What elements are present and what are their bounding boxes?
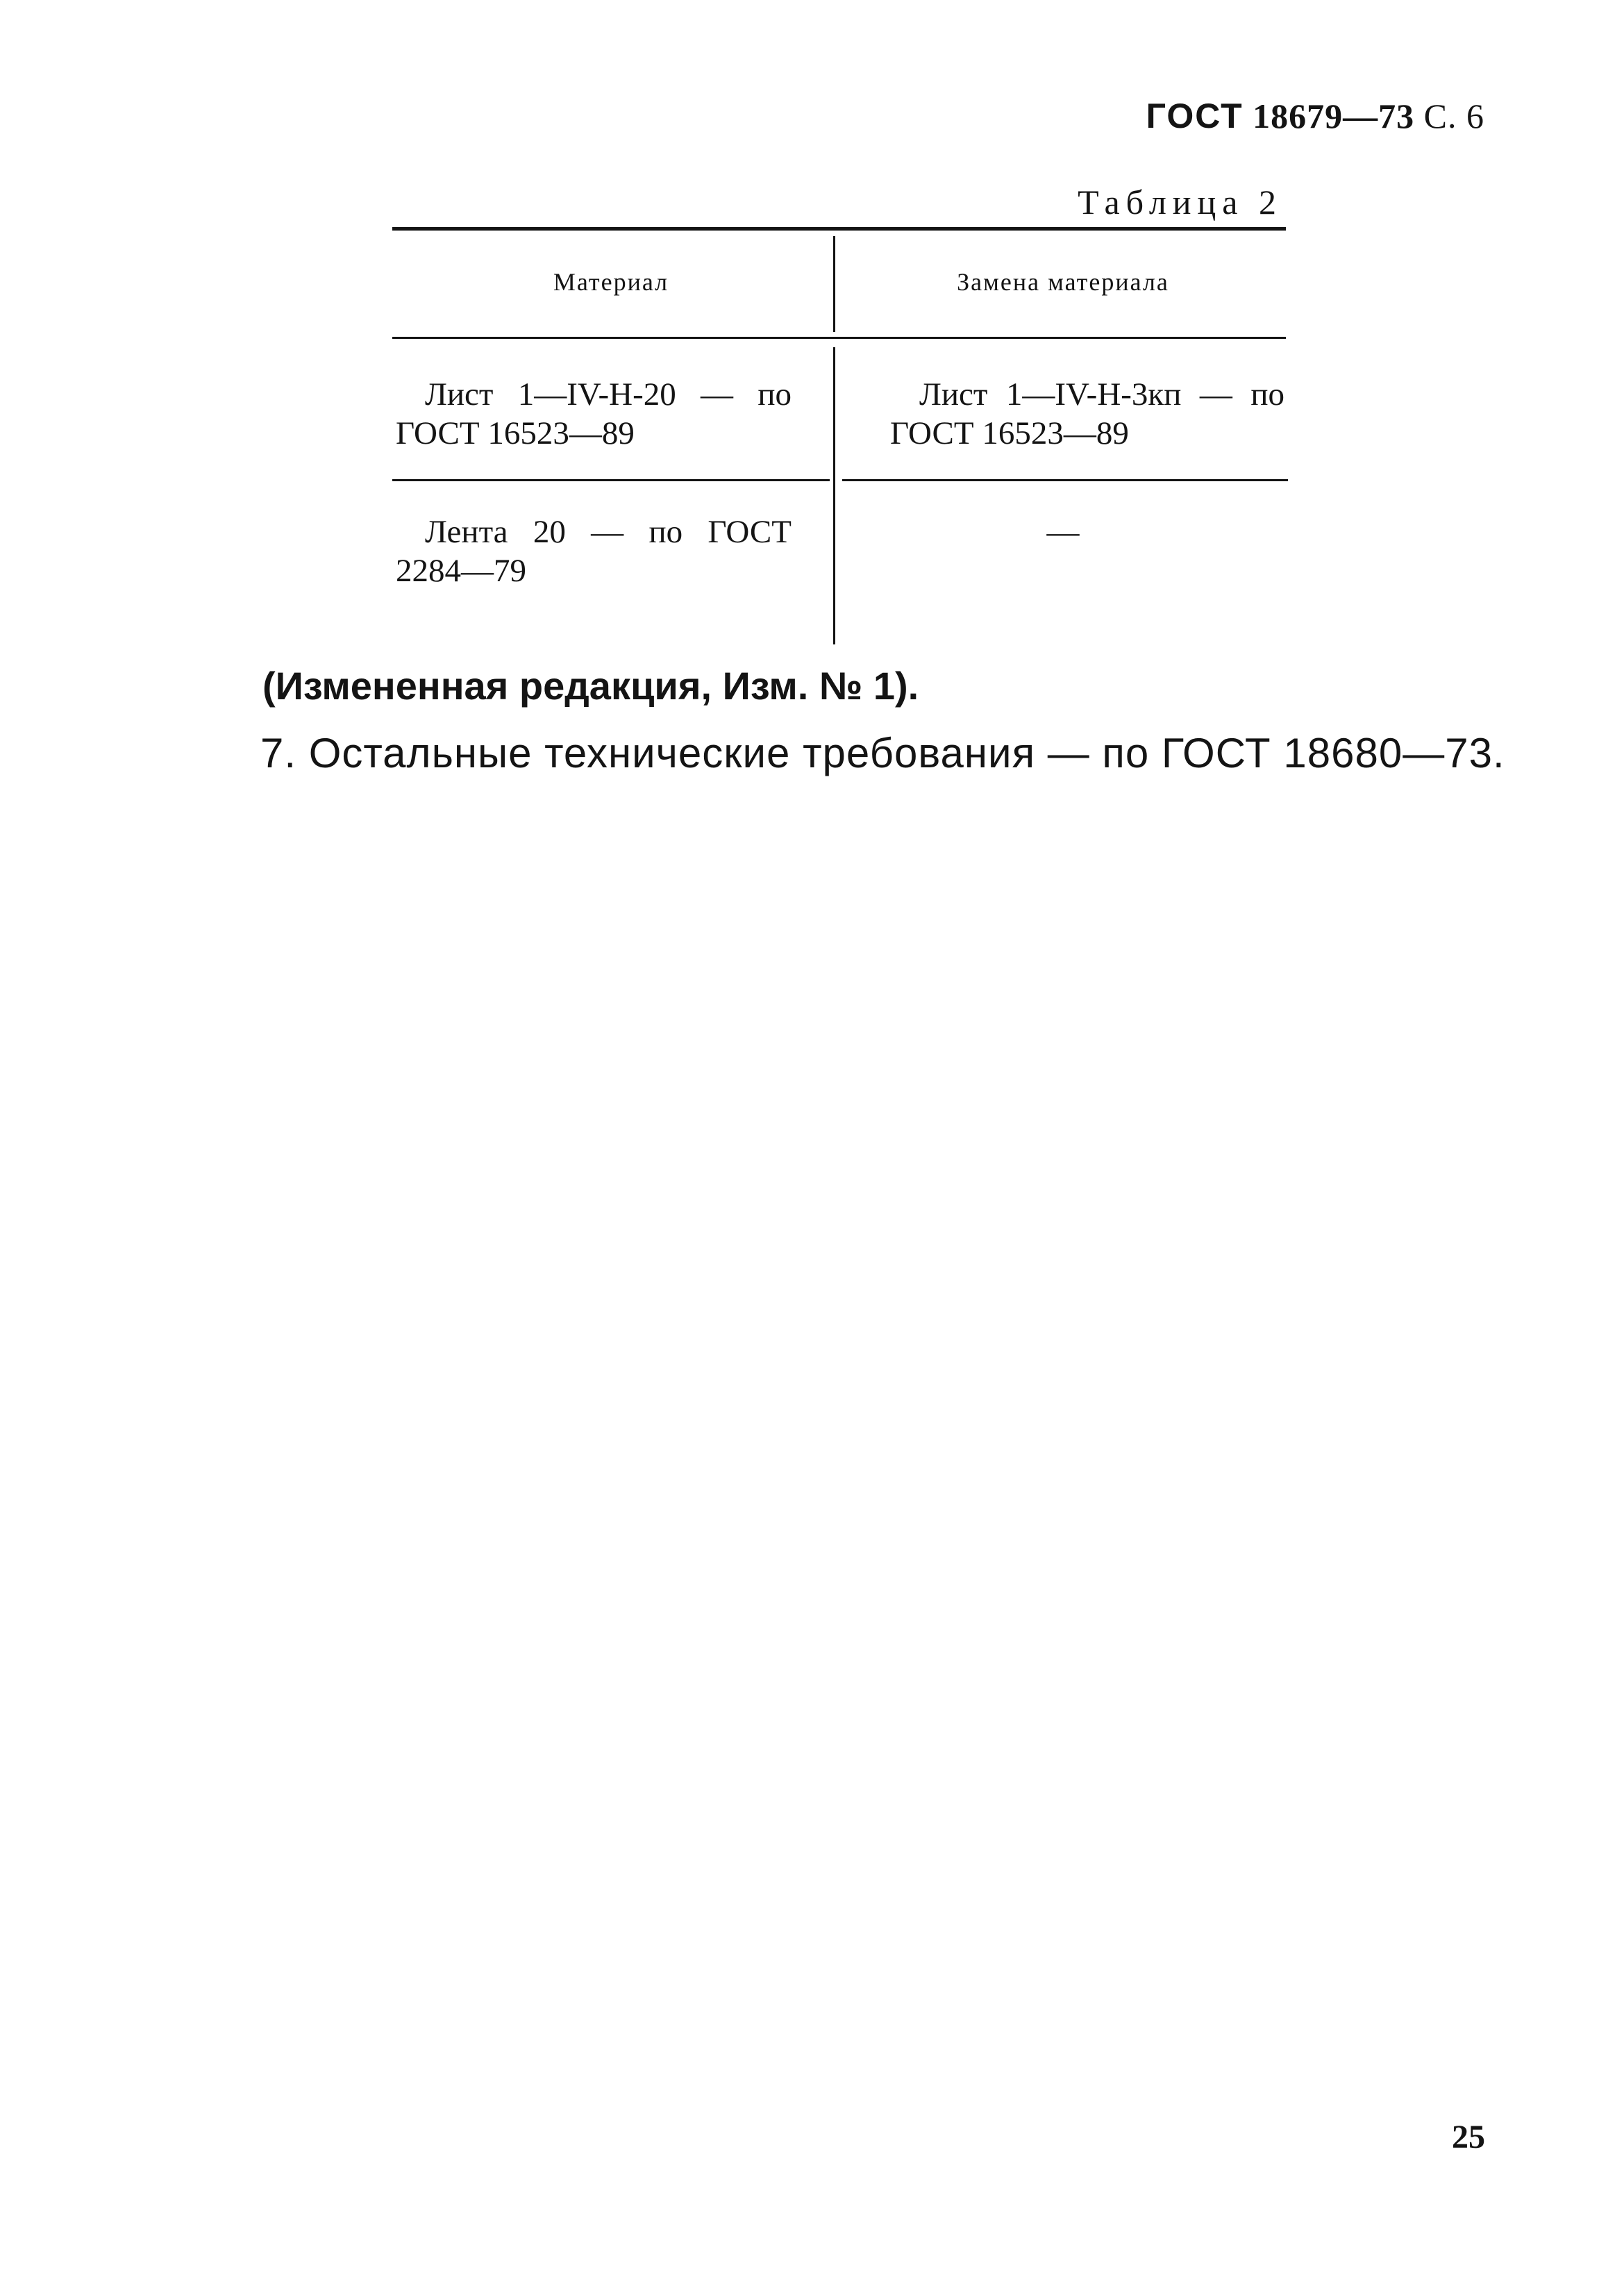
table-column-rule-header: [833, 236, 835, 332]
table-row-divider-left: [392, 479, 830, 481]
amendment-note: (Измененная редакция, Изм. № 1).: [262, 664, 919, 708]
table-cell-row2-replacement: —: [1046, 514, 1080, 550]
table-header-material: Материал: [553, 268, 669, 296]
header-standard: ГОСТ: [1146, 97, 1244, 135]
header-page: С. 6: [1423, 97, 1484, 135]
table-cell-row2-material: Лента 20 — по ГОСТ 2284—79: [396, 514, 792, 590]
paragraph-7: 7. Остальные технические требования — по ГОСТ 18680—73.: [260, 730, 1505, 776]
header-number: 18679—73: [1253, 97, 1415, 135]
page-number: 25: [1452, 2119, 1485, 2156]
table-cell-row1-material: Лист 1—IV-Н-20 — по ГОСТ 16523—89: [396, 376, 792, 452]
table-cell-row1-replacement: Лист 1—IV-Н-3кп — по ГОСТ 16523—89: [890, 376, 1284, 452]
table-top-rule: [392, 227, 1286, 231]
table-header-replacement: Замена материала: [957, 268, 1169, 296]
table-label: Таблица 2: [1078, 183, 1282, 222]
table-header-rule: [392, 337, 1286, 339]
table-row-divider-right: [842, 479, 1288, 481]
table-column-rule-body: [833, 347, 835, 644]
page-header: [1146, 96, 1484, 136]
